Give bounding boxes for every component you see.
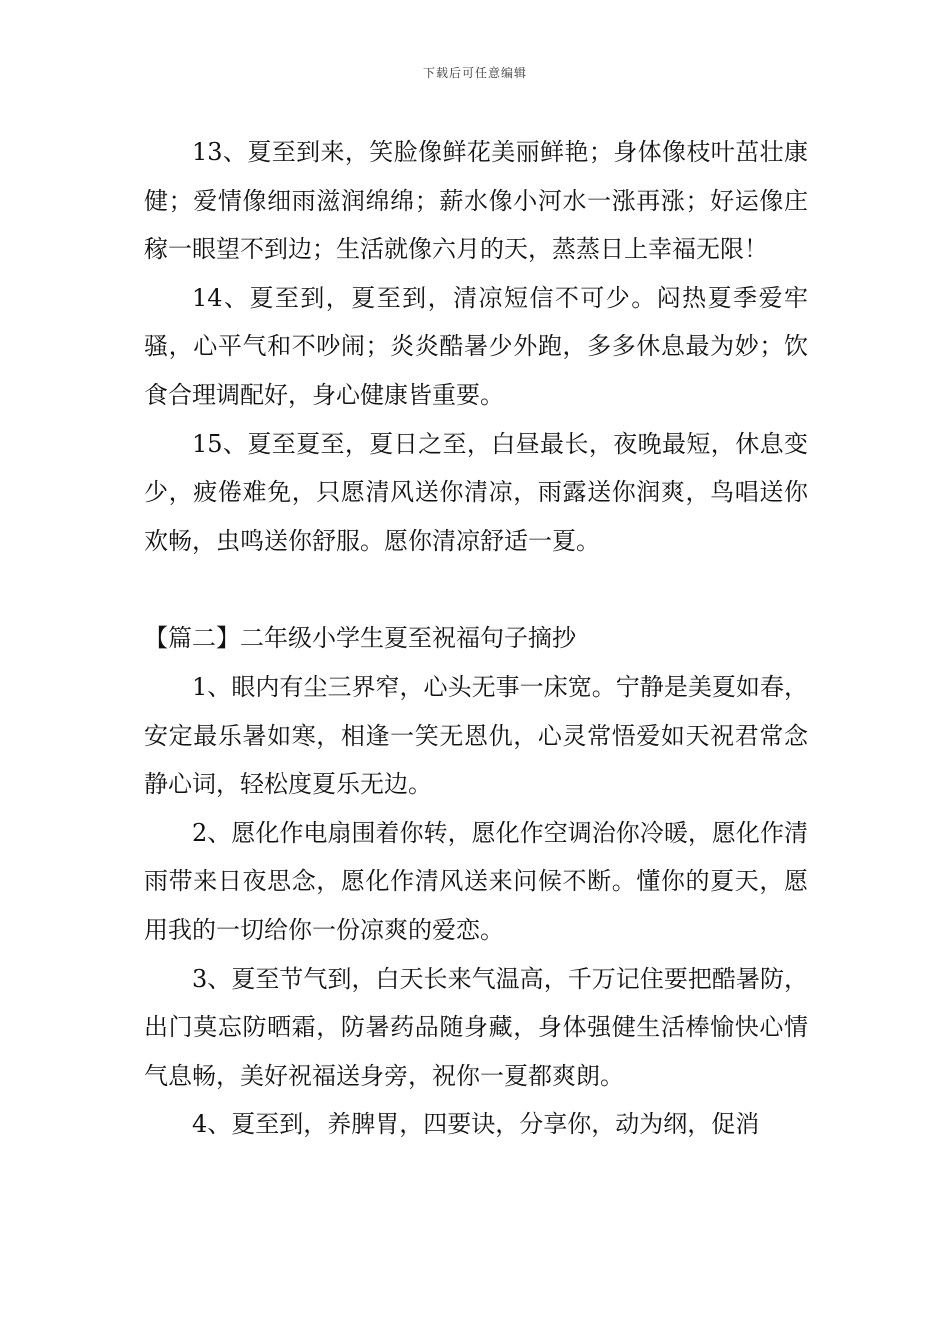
paragraph-1: 1、眼内有尘三界窄，心头无事一床宽。宁静是美夏如春，安定最乐暑如寒，相逢一笑无恩仇，心灵常悟爱如天祝君常念静心词，轻松度夏乐无边。 xyxy=(144,672,808,799)
paragraph-3: 3、夏至节气到，白天长来气温高，千万记住要把酷暑防，出门莫忘防晒霜，防暑药品随身藏，身体强健生活棒愉快心情气息畅，美好祝福送身旁，祝你一夏都爽朗。 xyxy=(144,964,808,1090)
document-body xyxy=(144,128,808,1149)
section-heading: 【篇二】二年级小学生夏至祝福句子摘抄 xyxy=(144,624,576,653)
paragraph-15: 15、夏至夏至，夏日之至，白昼最长，夜晚最短，休息变少，疲倦难免，只愿清风送你清凉，雨露送你润爽，鸟唱送你欢畅，虫鸣送你舒服。愿你清凉舒适一夏。 xyxy=(144,429,808,555)
paragraph-4: 4、夏至到，养脾胃，四要诀，分享你，动为纲，促消 xyxy=(192,1110,760,1139)
paragraph-13: 13、夏至到来，笑脸像鲜花美丽鲜艳；身体像枝叶茁壮康健；爱情像细雨滋润绵绵；薪水像小河水一涨再涨；好运像庄稼一眼望不到边；生活就像六月的天，蒸蒸日上幸福无限！ xyxy=(144,138,808,264)
paragraph-2: 2、愿化作电扇围着你转，愿化作空调治你冷暖，愿化作清雨带来日夜思念，愿化作清风送来问候不断。懂你的夏天，愿用我的一切给你一份凉爽的爱恋。 xyxy=(144,818,808,944)
page-header: 下载后可任意编辑 xyxy=(422,66,527,80)
paragraph-14: 14、夏至到，夏至到，清凉短信不可少。闷热夏季爱牢骚，心平气和不吵闹；炎炎酷暑少外跑，多多休息最为妙；饮食合理调配好，身心健康皆重要。 xyxy=(144,283,808,409)
section-spacer xyxy=(144,565,808,614)
